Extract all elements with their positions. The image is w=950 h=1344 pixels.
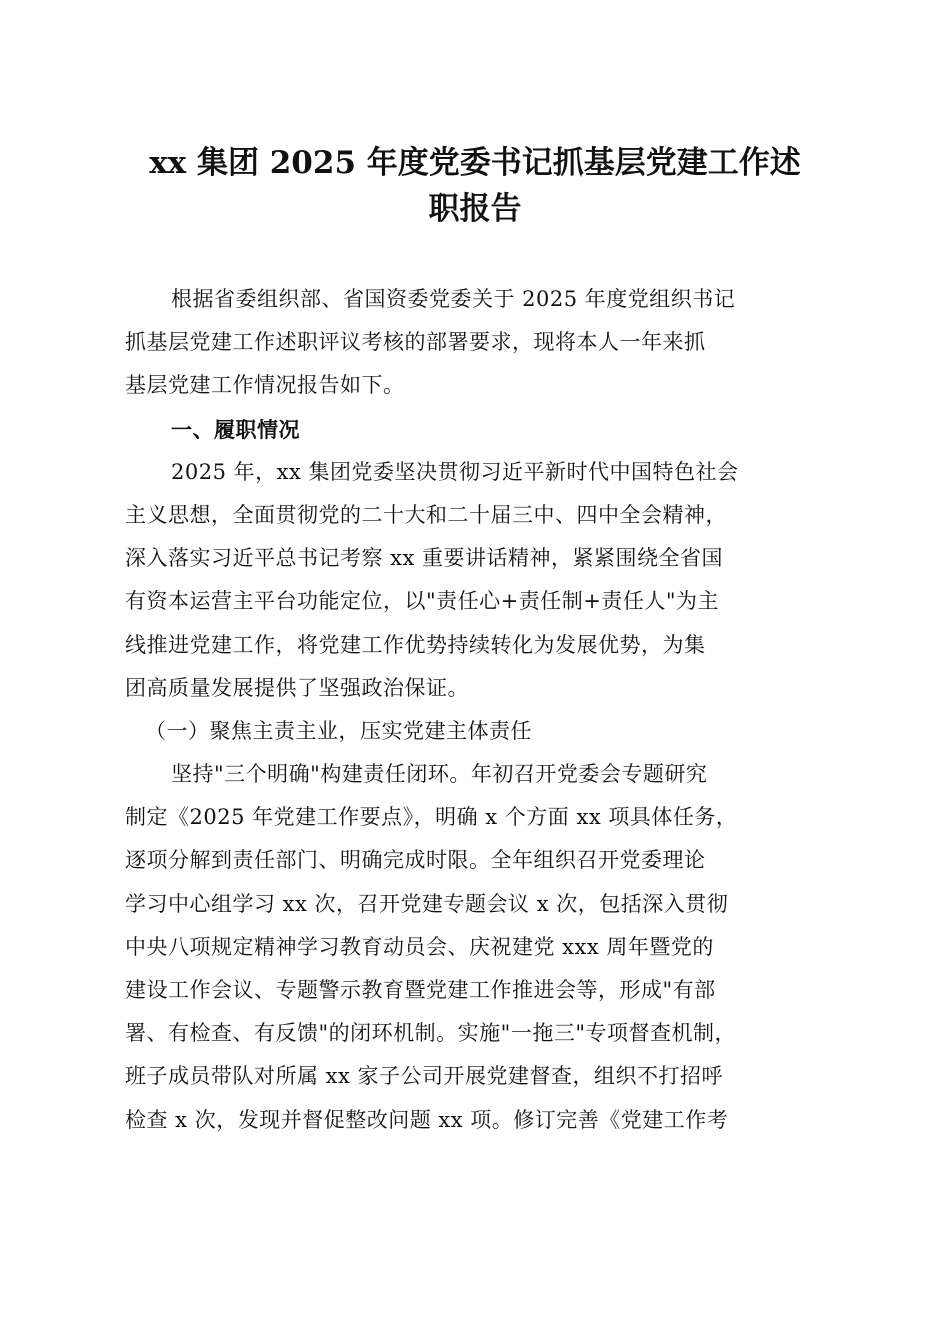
title-line-1: xx 集团 2025 年度党委书记抓基层党建工作述: [149, 145, 801, 181]
paragraph-line: 2025 年，xx 集团党委坚决贯彻习近平新时代中国特色社会: [171, 459, 739, 484]
paragraph-line: 制定《2025 年党建工作要点》，明确 x 个方面 xx 项具体任务，: [125, 805, 738, 830]
paragraph-line: 有资本运营主平台功能定位，以"责任心+责任制+责任人"为主: [125, 589, 720, 614]
title-line-2: 职报告: [428, 191, 522, 227]
paragraph-line: 抓基层党建工作述职评议考核的部署要求，现将本人一年来抓: [125, 330, 706, 355]
paragraph-line: 中央八项规定精神学习教育动员会、庆祝建党 xxx 周年暨党的: [125, 934, 714, 959]
paragraph-line: 检查 x 次，发现并督促整改问题 xx 项。修订完善《党建工作考: [125, 1107, 729, 1132]
paragraph-line: 线推进党建工作，将党建工作优势持续转化为发展优势，为集: [125, 632, 706, 657]
paragraph-line: 团高质量发展提供了坚强政治保证。: [125, 675, 469, 700]
paragraph-line: 根据省委组织部、省国资委党委关于 2025 年度党组织书记: [171, 287, 736, 311]
paragraph-line: 逐项分解到责任部门、明确完成时限。全年组织召开党委理论: [125, 848, 706, 873]
paragraph-line: 学习中心组学习 xx 次，召开党建专题会议 x 次，包括深入贯彻: [125, 891, 729, 916]
paragraph-line: 班子成员带队对所属 xx 家子公司开展党建督查，组织不打招呼: [125, 1064, 724, 1089]
paragraph-line: 坚持"三个明确"构建责任闭环。年初召开党委会专题研究: [171, 762, 708, 787]
paragraph-line: 署、有检查、有反馈"的闭环机制。实施"一拖三"专项督查机制，: [125, 1021, 736, 1046]
paragraph-line: 基层党建工作情况报告如下。: [125, 373, 405, 398]
document-title: [110, 140, 840, 232]
subsection-heading: （一）聚焦主责主业，压实党建主体责任: [145, 718, 532, 743]
section-heading: 一、履职情况: [171, 416, 300, 442]
paragraph-line: 主义思想，全面贯彻党的二十大和二十届三中、四中全会精神，: [125, 502, 727, 527]
paragraph-line: 建设工作会议、专题警示教育暨党建工作推进会等，形成"有部: [125, 978, 716, 1002]
document-body: [125, 278, 835, 1142]
paragraph-line: 深入落实习近平总书记考察 xx 重要讲话精神，紧紧围绕全省国: [125, 546, 724, 571]
